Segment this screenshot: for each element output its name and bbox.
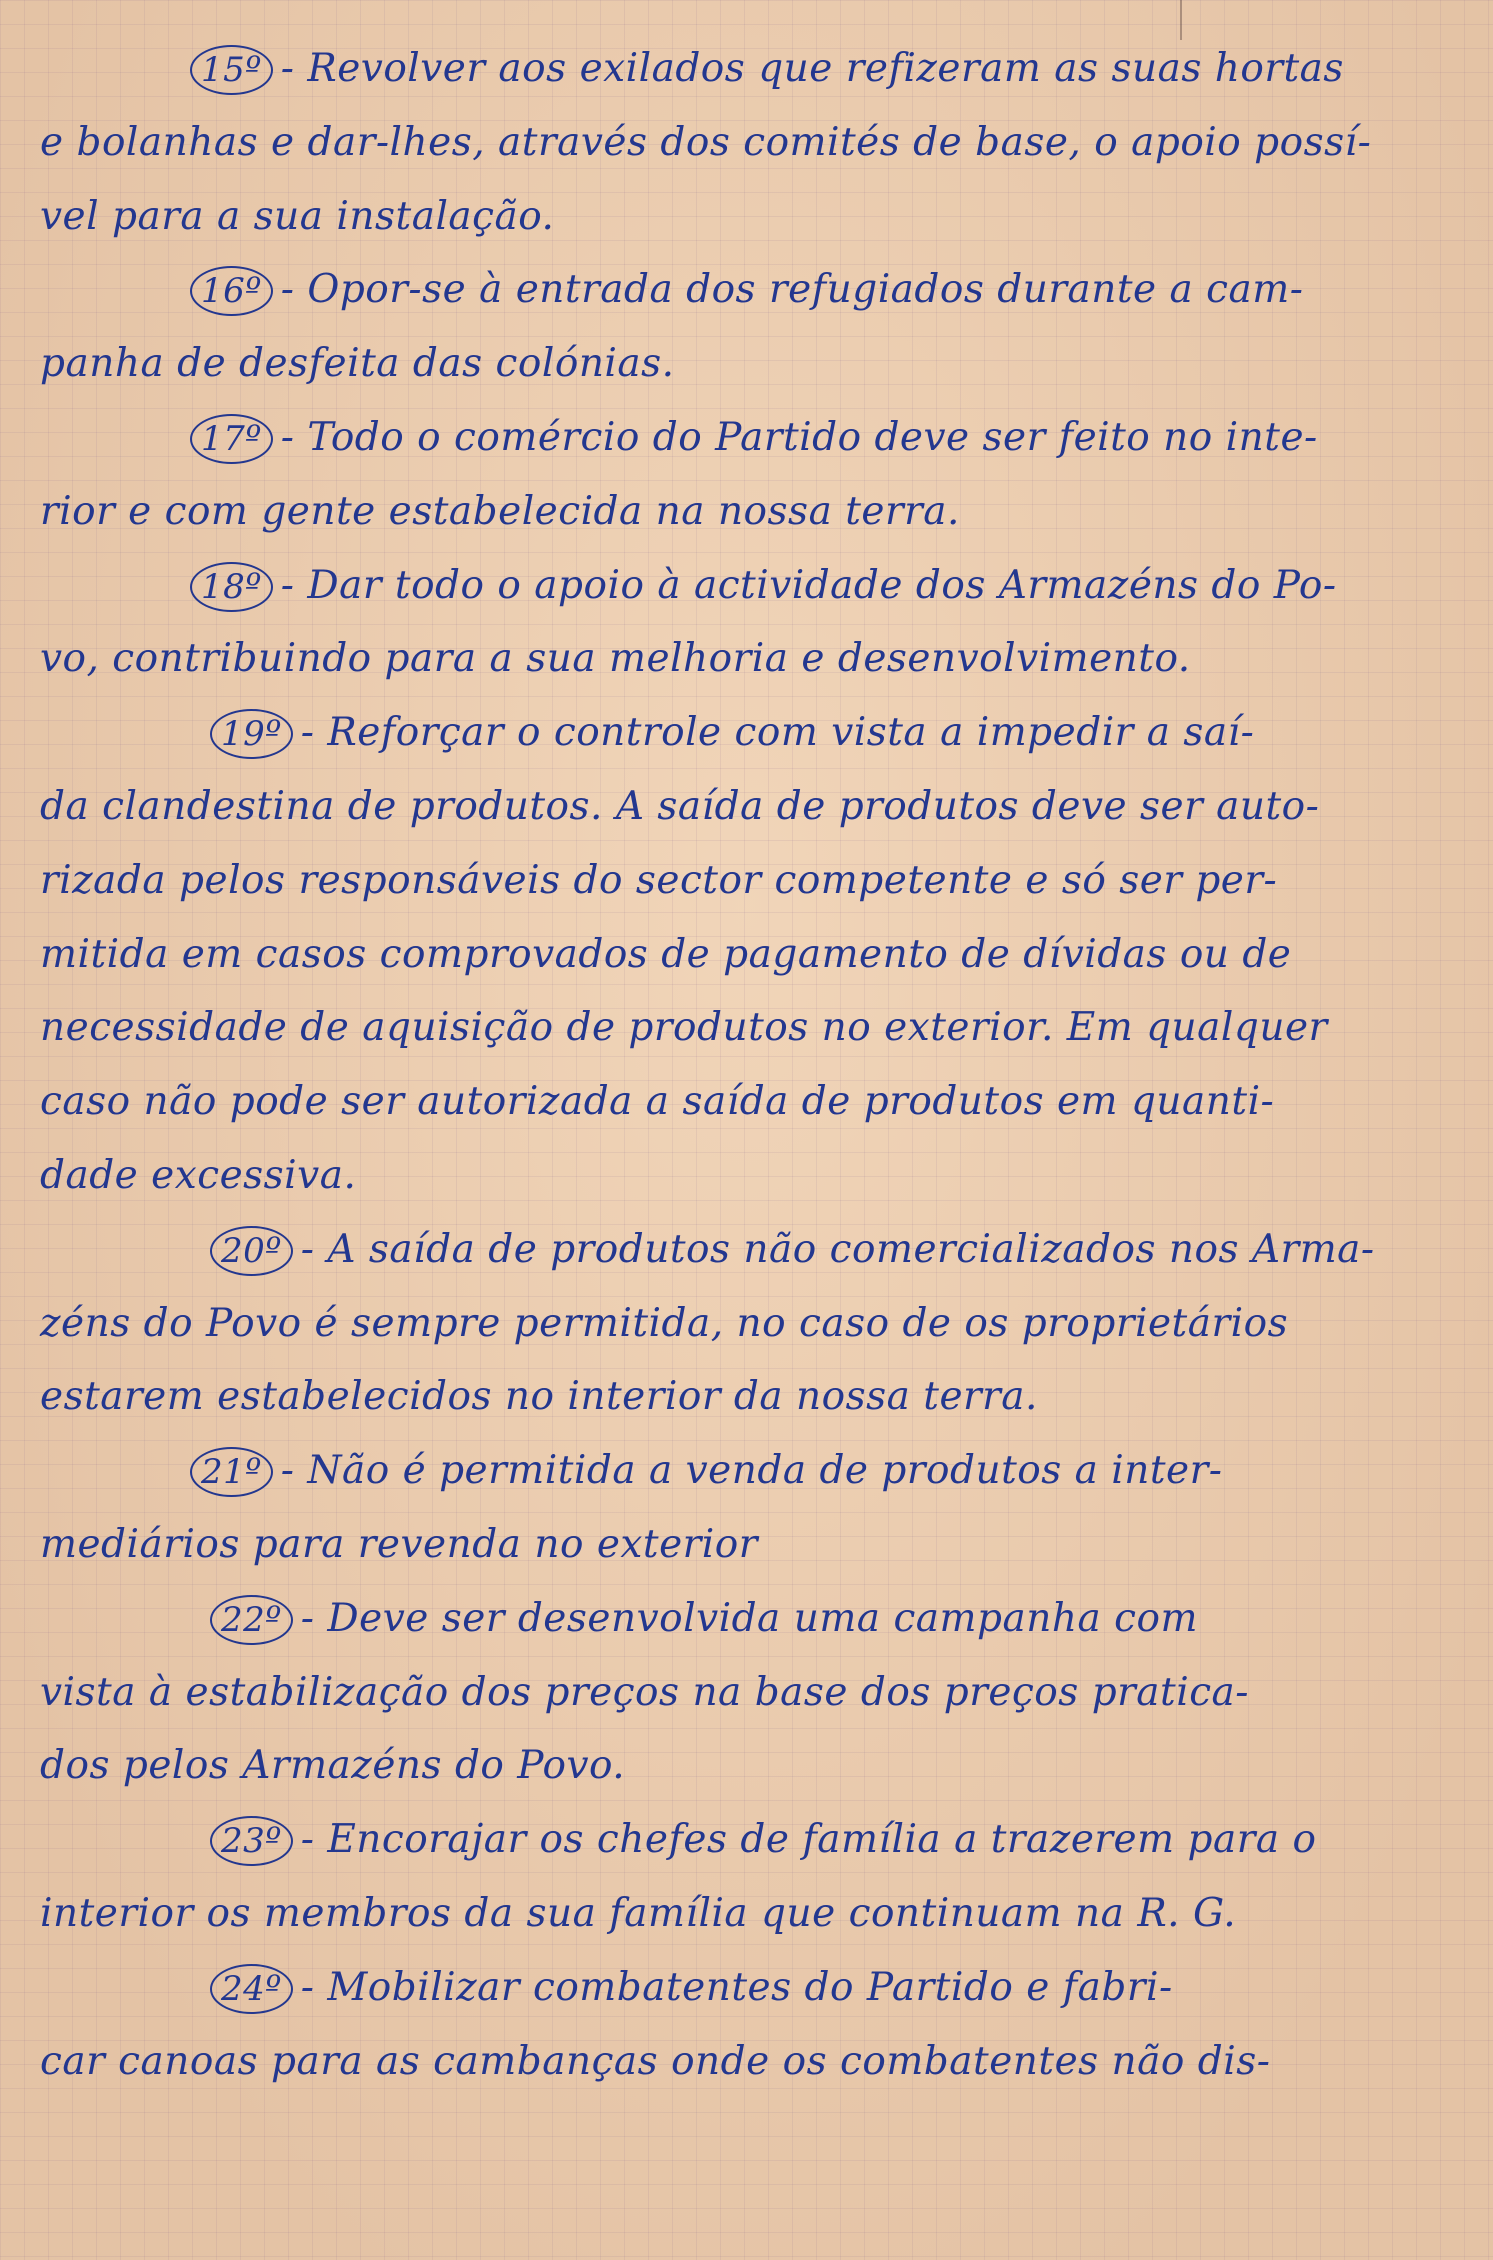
item-line: mitida em casos comprovados de pagamento de dívidas ou de xyxy=(40,931,1292,977)
item-line: zéns do Povo é sempre permitida, no caso de os proprietários xyxy=(40,1300,1289,1346)
item-line: - Deve ser desenvolvida uma campanha com xyxy=(300,1595,1198,1641)
item-line: panha de desfeita das colónias. xyxy=(40,341,675,387)
item-line: vista à estabilização dos preços na base dos preços pratica- xyxy=(40,1669,1249,1715)
item-line: - Reforçar o controle com vista a impedir a saí- xyxy=(300,710,1255,756)
item-line: - Todo o comércio do Partido deve ser feito no inte- xyxy=(280,414,1318,460)
item-line: e bolanhas e dar-lhes, através dos comités de base, o apoio possí- xyxy=(40,119,1372,165)
list-item xyxy=(40,32,1453,253)
item-line: dade excessiva. xyxy=(40,1152,357,1198)
list-item xyxy=(40,1951,1453,2099)
item-line: - Não é permitida a venda de produtos a inter- xyxy=(280,1448,1223,1494)
list-item xyxy=(40,253,1453,401)
item-line: - Encorajar os chefes de família a trazerem para o xyxy=(300,1817,1317,1863)
item-line: dos pelos Armazéns do Povo. xyxy=(40,1743,626,1789)
item-number: 23º xyxy=(210,1816,293,1866)
list-item xyxy=(40,1582,1453,1803)
item-line: - Dar todo o apoio à actividade dos Armazéns do Po- xyxy=(280,562,1337,608)
item-number: 17º xyxy=(190,414,273,464)
list-item xyxy=(40,696,1453,1213)
item-line: caso não pode ser autorizada a saída de produtos em quanti- xyxy=(40,1079,1275,1125)
item-line: vel para a sua instalação. xyxy=(40,193,555,239)
item-line: rior e com gente estabelecida na nossa terra. xyxy=(40,488,960,534)
item-number: 21º xyxy=(190,1447,273,1497)
item-line: vo, contribuindo para a sua melhoria e desenvolvimento. xyxy=(40,636,1191,682)
item-number: 20º xyxy=(210,1226,293,1276)
item-number: 18º xyxy=(190,562,273,612)
list-item xyxy=(40,549,1453,697)
item-line: - Revolver aos exilados que refizeram as suas hortas xyxy=(280,46,1344,91)
item-number: 16º xyxy=(190,266,273,316)
item-line: mediários para revenda no exterior xyxy=(40,1521,758,1567)
list-item xyxy=(40,401,1453,549)
item-number: 22º xyxy=(210,1595,293,1645)
item-line: necessidade de aquisição de produtos no exterior. Em qualquer xyxy=(40,1005,1328,1051)
item-number: 24º xyxy=(210,1964,293,2014)
item-line: estarem estabelecidos no interior da nossa terra. xyxy=(40,1374,1038,1420)
list-item xyxy=(40,1434,1453,1582)
item-line: rizada pelos responsáveis do sector competente e só ser per- xyxy=(40,857,1278,903)
item-line: - Mobilizar combatentes do Partido e fabri- xyxy=(300,1964,1173,2010)
page-text xyxy=(40,32,1453,2240)
list-item xyxy=(40,1803,1453,1951)
item-number: 15º xyxy=(190,45,273,95)
list-item xyxy=(40,1213,1453,1434)
item-line: car canoas para as cambanças onde os combatentes não dis- xyxy=(40,2038,1271,2084)
item-line: da clandestina de produtos. A saída de produtos deve ser auto- xyxy=(40,783,1320,829)
item-line: - A saída de produtos não comercializados nos Arma- xyxy=(300,1226,1375,1272)
item-line: interior os membros da sua família que continuam na R. G. xyxy=(40,1890,1237,1936)
item-number: 19º xyxy=(210,709,293,759)
item-line: - Opor-se à entrada dos refugiados durante a cam- xyxy=(280,267,1304,313)
